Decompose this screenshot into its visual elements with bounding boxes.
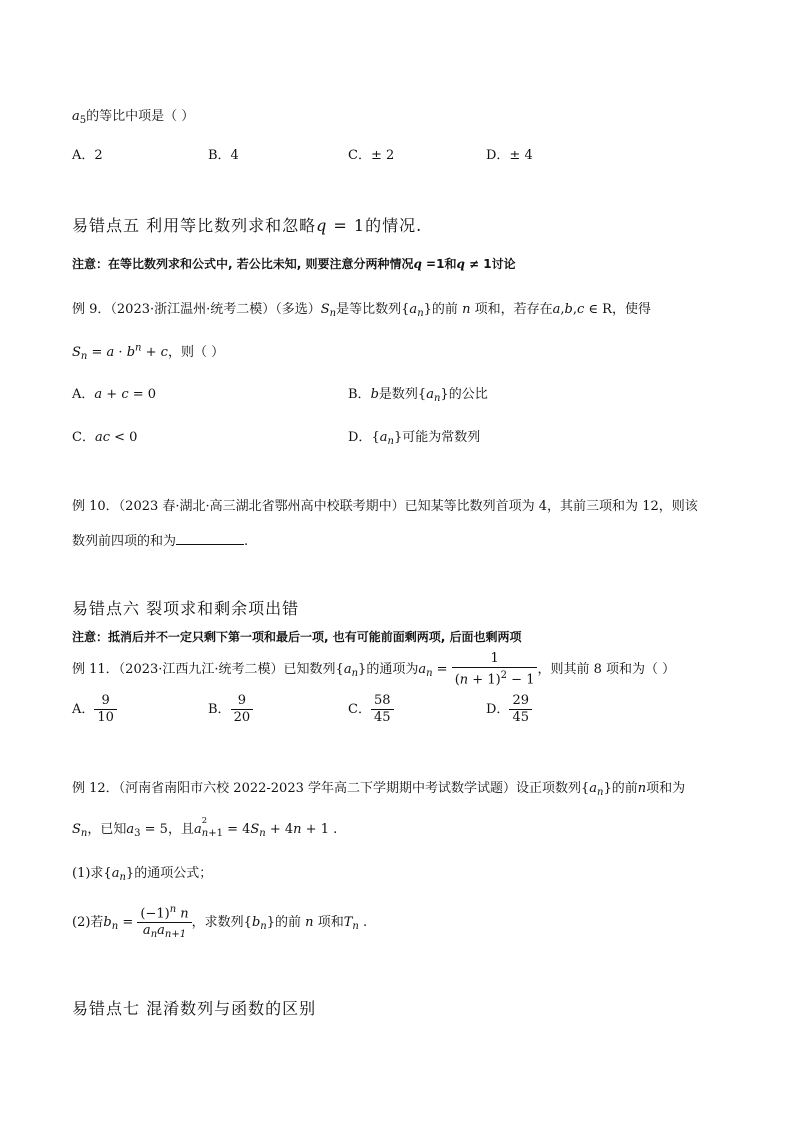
- section-5-heading: 易错点五 利用等比数列求和忽略q = 1的情况.: [72, 216, 423, 235]
- example-11-option-c: C． $\frac{58}{45}$: [348, 693, 394, 726]
- example-9-option-a: A．a + c = 0: [72, 387, 157, 402]
- example-9-option-c: C．ac < 0: [72, 430, 138, 445]
- section-6-note: 注意：抵消后并不一定只剩下第一项和最后一项, 也有可能前面剩两项, 后面也剩两项: [72, 630, 522, 644]
- example-12-part-2: (2)若$b_n$ = $\frac{(-1)^n n}{a_na_{n+1}}$ ，求数列$\{b_n\}$的前 n 项和$T_n$ .: [72, 902, 367, 943]
- example-9-option-b: B．b是数列$\{a_n\}$的公比: [348, 387, 488, 404]
- example-9-formula: $S_n = a \cdot b^n + c$，则（ ）: [72, 342, 225, 362]
- section-5-note: 注意：在等比数列求和公式中, 若公比未知, 则要注意分两种情况q =1和q ≠ 1讨论: [72, 257, 516, 271]
- answer-blank: [176, 532, 244, 545]
- section-7-heading: 易错点七 混淆数列与函数的区别: [72, 999, 317, 1018]
- option-c: C．± 2: [348, 148, 395, 163]
- example-12-conditions: $S_n$，已知$a_3 = 5$，且a 2 $n+1 = 4S_n + 4n + 1$ .: [72, 815, 338, 839]
- example-9-option-d: D．$\{a_n\}$可能为常数列: [348, 430, 481, 447]
- example-12-part-1: (1)求$\{a_n\}$的通项公式；: [72, 866, 213, 883]
- example-10-line1: 例 10．（2023 春·湖北·高三湖北省鄂州高中校联考期中）已知某等比数列首项为 4，其前三项和为 12，则该: [72, 499, 698, 514]
- example-10-line2: 数列前四项的和为 .: [72, 534, 249, 549]
- question-tail: $a_5$的等比中项是（ ）: [72, 109, 195, 126]
- general-term-fraction: $\frac{1}{(n + 1)^2 - 1}$: [452, 651, 538, 688]
- example-11-option-b: B． $\frac{9}{20}$: [208, 693, 253, 726]
- example-11-option-d: D． $\frac{29}{45}$: [486, 693, 532, 726]
- b-n-fraction: $\frac{(-1)^n n}{a_na_{n+1}}$: [137, 902, 191, 943]
- example-11-stem: 例 11．（2023·江西九江·统考二模）已知数列$\{a_n\}$的通项为$a_n$ = $\frac{1}{(n + 1)^2 - 1}$ ，则其前 8 项和为（ ）: [72, 651, 676, 688]
- section-6-heading: 易错点六 裂项求和剩余项出错: [72, 599, 300, 618]
- option-b: B．4: [208, 148, 239, 163]
- option-d: D．± 4: [486, 148, 533, 163]
- option-a: A．2: [72, 148, 103, 163]
- example-12-stem: 例 12．（河南省南阳市六校 2022-2023 学年高二下学期期中考试数学试题）设正项数列$\{a_n\}$的前n项和为: [72, 781, 686, 798]
- example-11-option-a: A． $\frac{9}{10}$: [72, 693, 117, 726]
- example-9-stem: 例 9．（2023·浙江温州·统考二模）（多选）$S_n$是等比数列$\{a_n\}$的前 n 项和，若存在a,b,c ∈ R，使得: [72, 302, 651, 319]
